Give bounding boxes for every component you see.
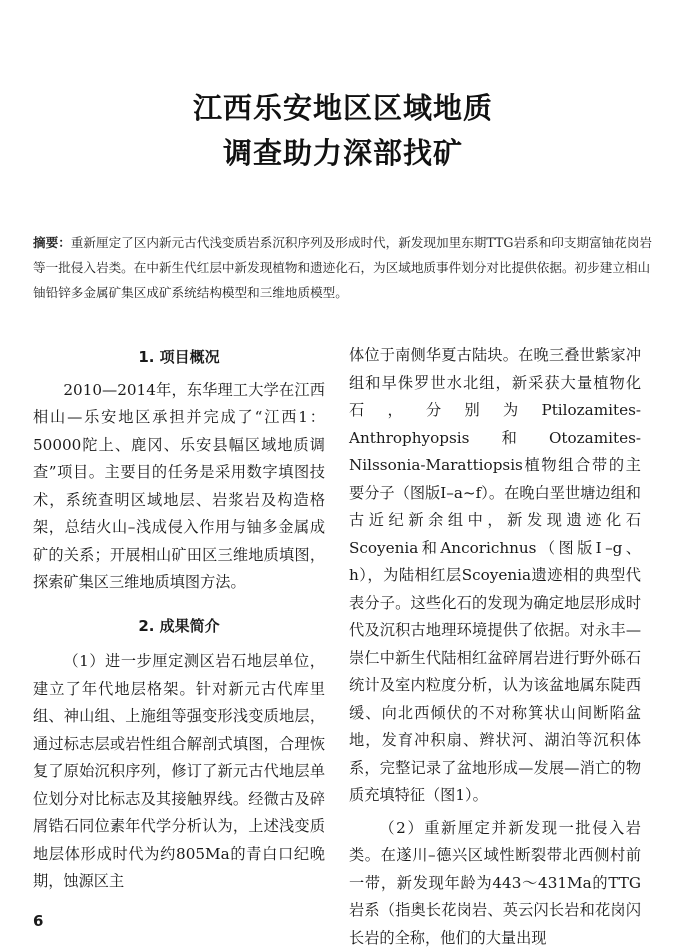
- section-2-heading: 2. 成果简介: [33, 597, 325, 649]
- section-1-paragraph: 2010—2014年，东华理工大学在江西相山—乐安地区承担并完成了“江西1：50000陀上、鹿冈、乐安县幅区域地质调查”项目。主要目的任务是采用数字填图技术，系统查明区域地层、岩浆岩及构造格架，总结火山–浅成侵入作用与铀多金属成矿的关系；开展相山矿田区三维地质填图，探索矿集区三维地质填图方法。: [33, 377, 325, 597]
- abstract-label: 摘要：: [33, 235, 71, 250]
- section-2-paragraph-1: （1）进一步厘定测区岩石地层单位，建立了年代地层格架。针对新元古代库里组、神山组、上施组等强变形浅变质地层，通过标志层或岩性组合解剖式填图，合理恢复了原始沉积序列，修订了新元古代地层单位划分对比标志及其接触界线。经微古及碎屑锆石同位素年代学分析认为，上述浅变质地层体形成时代为约805Ma的青白口纪晚期，蚀源区主: [33, 648, 325, 896]
- right-column: [349, 342, 641, 952]
- section-2-paragraph-1-continued: 体位于南侧华夏古陆块。在晚三叠世紫家冲组和早侏罗世水北组，新采获大量植物化石，分别为Ptilozamites-Anthrophyopsis和Otozamites-Nilssonia-Marattiopsis植物组合带的主要分子（图版Ⅰ–a~f）。在晚白垩世塘边组和古近纪新余组中，新发现遗迹化石Scoyenia和Ancorichnus（图版Ⅰ–g、h），为陆相红层Scoyenia遗迹相的典型代表分子。这些化石的发现为确定地层形成时代及沉积古地理环境提供了依据。对永丰—崇仁中新生代陆相红盆碎屑岩进行野外砾石统计及室内粒度分析，认为该盆地属东陡西缓、向北西倾伏的不对称箕状山间断陷盆地，发育冲积扇、辫状河、湖泊等沉积体系，完整记录了盆地形成—发展—消亡的物质充填特征（图1）。: [349, 342, 641, 810]
- abstract-text: 重新厘定了区内新元古代浅变质岩系沉积序列及形成时代，新发现加里东期TTG岩系和印支期富铀花岗岩等一批侵入岩类。在中新生代红层中新发现植物和遗迹化石，为区域地质事件划分对比提供依据。初步建立相山铀铅锌多金属矿集区成矿系统结构模型和三维地质模型。: [33, 235, 652, 300]
- section-2-paragraph-2: （2）重新厘定并新发现一批侵入岩类。在遂川–德兴区域性断裂带北西侧村前一带，新发现年龄为443～431Ma的TTG岩系（指奥长花岗岩、英云闪长岩和花岗闪长岩的全称，他们的大量出现: [349, 815, 641, 952]
- abstract: [33, 230, 653, 305]
- page-number: 6: [33, 912, 43, 930]
- left-column: [33, 342, 325, 896]
- section-1-heading: 1. 项目概况: [33, 342, 325, 377]
- title-line-1: 江西乐安地区区域地质: [0, 86, 686, 131]
- title-line-2: 调查助力深部找矿: [0, 131, 686, 176]
- article-title: [0, 86, 686, 176]
